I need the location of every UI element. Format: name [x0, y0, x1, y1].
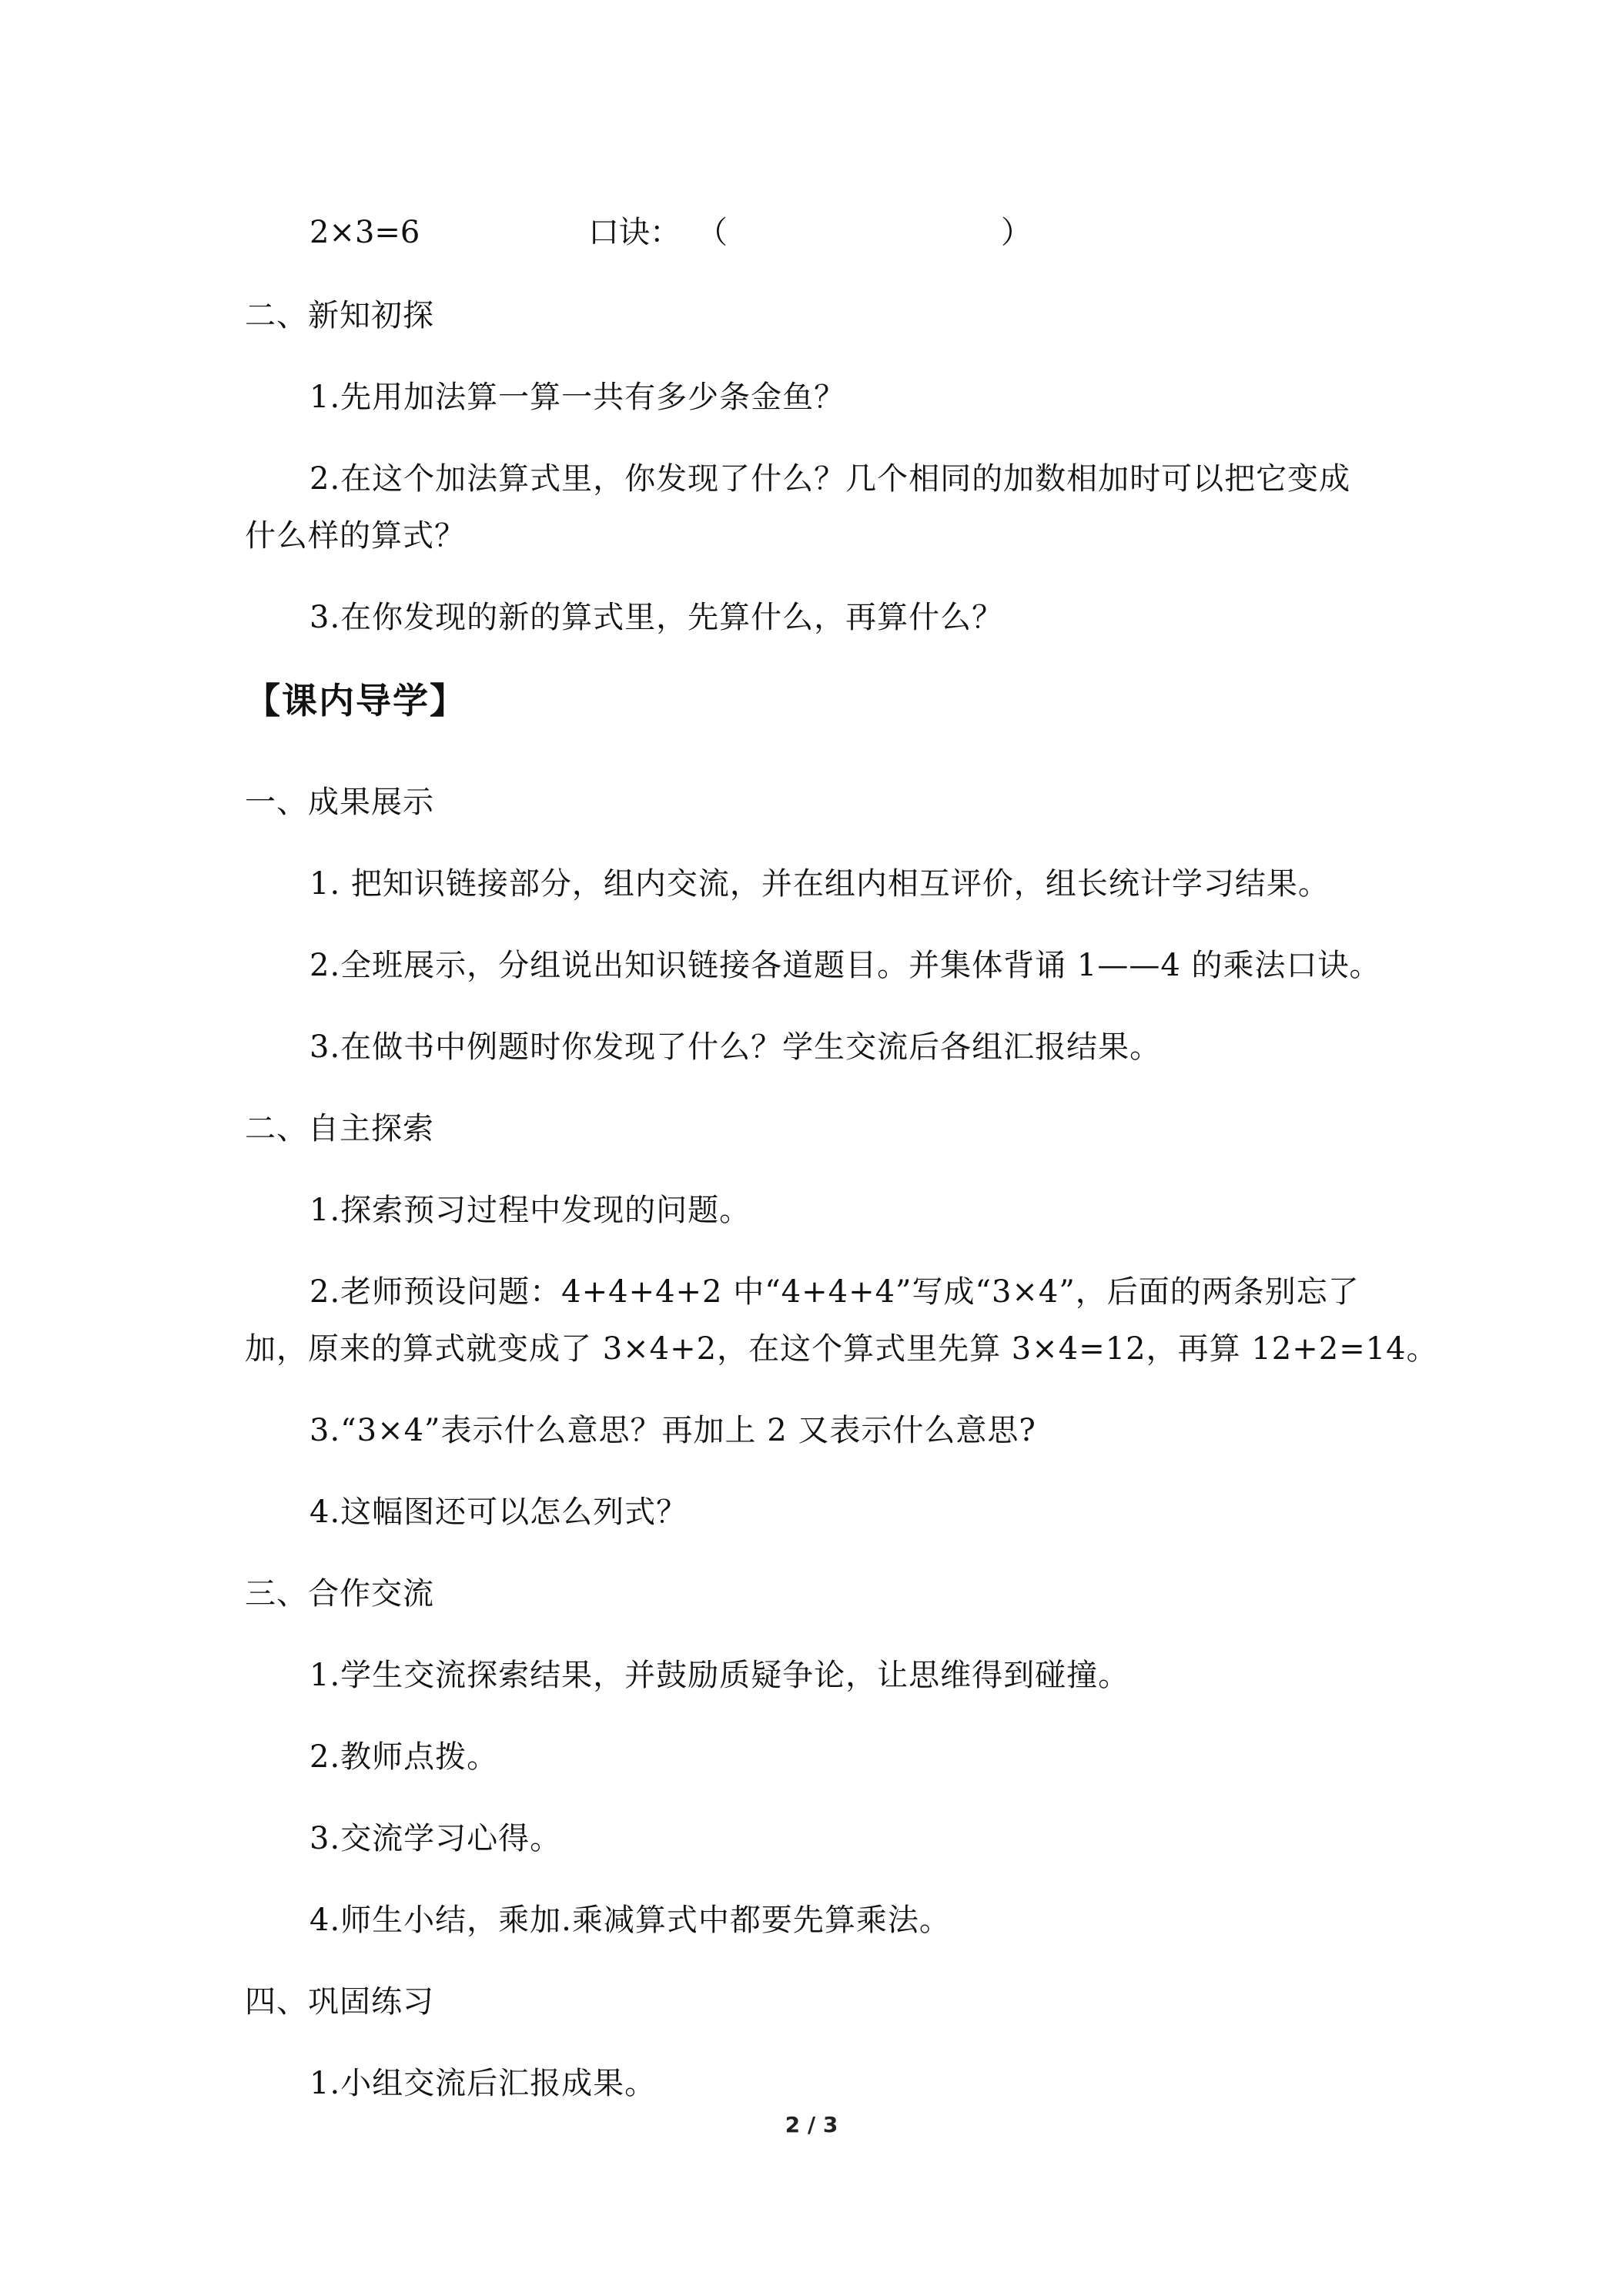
list-item: 3.“3×4”表示什么意思？再加上 2 又表示什么意思? — [310, 1413, 1036, 1448]
list-item: 3.交流学习心得。 — [310, 1821, 562, 1856]
section-title: 四、巩固练习 — [245, 1984, 434, 2020]
list-item: 1.学生交流探索结果，并鼓励质疑争论，让思维得到碰撞。 — [310, 1658, 1130, 1693]
formula-expression: 2×3=6 — [310, 215, 420, 250]
list-item: 4.这幅图还可以怎么列式？ — [310, 1494, 688, 1530]
list-item: 3.在你发现的新的算式里，先算什么，再算什么？ — [310, 600, 1004, 635]
formula-close-paren: ） — [1001, 215, 1032, 250]
list-item: 2.老师预设问题：4+4+4+2 中“4+4+4”写成“3×4”，后面的两条别忘了 — [310, 1274, 1360, 1310]
list-item: 1.探索预习过程中发现的问题。 — [310, 1193, 751, 1228]
list-item: 2.全班展示，分组说出知识链接各道题目。并集体背诵 1——4 的乘法口诀。 — [310, 948, 1381, 983]
list-item: 2.教师点拨。 — [310, 1739, 499, 1775]
list-item: 3.在做书中例题时你发现了什么？学生交流后各组汇报结果。 — [310, 1029, 1162, 1065]
list-item: 1.小组交流后汇报成果。 — [310, 2066, 657, 2101]
list-item: 2.在这个加法算式里，你发现了什么？几个相同的加数相加时可以把它变成 — [310, 461, 1351, 497]
section-title: 一、成果展示 — [245, 785, 434, 820]
list-item: 1.先用加法算一算一共有多少条金鱼？ — [310, 380, 846, 415]
list-item: 4.师生小结，乘加.乘减算式中都要先算乘法。 — [310, 1903, 951, 1938]
section-title: 三、合作交流 — [245, 1576, 434, 1612]
formula-label: 口诀： — [588, 215, 681, 250]
formula-open-paren: （ — [697, 215, 728, 250]
list-item-continuation: 加，原来的算式就变成了 3×4+2，在这个算式里先算 3×4=12，再算 12+2=14。 — [245, 1331, 1438, 1367]
section-heading: 【课内导学】 — [245, 680, 467, 721]
page-number: 2 / 3 — [785, 2112, 838, 2137]
list-item: 1. 把知识链接部分，组内交流，并在组内相互评价，组长统计学习结果。 — [310, 866, 1330, 902]
section-title: 二、新知初探 — [245, 298, 434, 333]
list-item-continuation: 什么样的算式？ — [245, 518, 466, 554]
section-title: 二、自主探索 — [245, 1111, 434, 1146]
